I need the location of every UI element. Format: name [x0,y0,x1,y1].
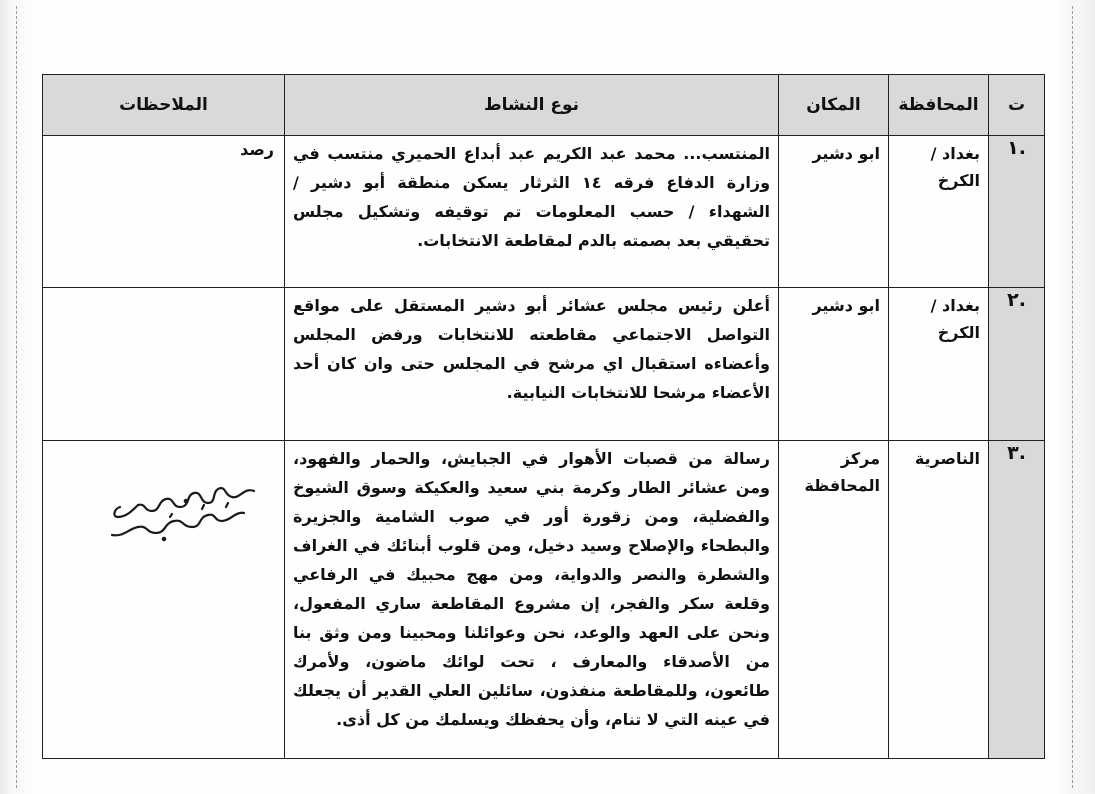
header-index: ت [989,75,1045,136]
header-activity: نوع النشاط [285,75,779,136]
row-activity: رسالة من قصبات الأهوار في الجبايش، والحمار والفهود، ومن عشائر الطار وكرمة بني سعيد والعكيكة وسوق الشيوخ والفضلية، ومن زقورة أور في صوب الشامية والجزيرة والبطحاء والإصلاح وسيد دخيل، ومن قلوب أبنائك في الغراف والشطرة والنصر والدواية، ومن مهج محبيك في الرفاعي وقلعة سكر والفجر، إن مشروع المقاطعة ساري المفعول، ونحن على العهد والوعد، نحن وعوائلنا ومحبينا ومن وثق بنا من الأصدقاء والمعارف ، تحت لوائك ماضون، ولأمرك طائعون، وللمقاطعة منفذون، سائلين العلي القدير أن يجعلك في عينه التي لا تنام، وأن يحفظك ويسلمك من كل أذى. [285,441,779,759]
table-row [43,288,1045,441]
table-row [43,136,1045,288]
row-index: .٢ [989,288,1045,441]
row-notes [43,288,285,441]
activity-table [42,74,1045,759]
row-activity: المنتسب... محمد عبد الكريم عبد أبداع الحميري منتسب في وزارة الدفاع فرقه ١٤ الثرثار يسكن منطقة أبو دشير / الشهداء / حسب المعلومات تم توقيفه وتشكيل مجلس تحقيقي بعد بصمته بالدم لمقاطعة الانتخابات. [285,136,779,288]
handwritten-signature [94,477,264,547]
header-governorate: المحافظة [889,75,989,136]
row-place: ابو دشير [779,136,889,288]
table-row [43,441,1045,759]
table-header-row [43,75,1045,136]
row-governorate: بغداد / الكرخ [889,136,989,288]
row-governorate: بغداد / الكرخ [889,288,989,441]
row-index: .٣ [989,441,1045,759]
row-notes [43,441,285,759]
page-border-left [16,6,17,788]
page-border-right [1072,6,1073,788]
row-place: مركز المحافظة [779,441,889,759]
row-notes: رصد [43,136,285,288]
header-notes: الملاحظات [43,75,285,136]
row-index: .١ [989,136,1045,288]
row-activity: أعلن رئيس مجلس عشائر أبو دشير المستقل على مواقع التواصل الاجتماعي مقاطعته للانتخابات ورفض المجلس وأعضاءه استقبال اي مرشح في المجلس حتى وان كان أحد الأعضاء مرشحا للانتخابات النيابية. [285,288,779,441]
row-place: ابو دشير [779,288,889,441]
header-place: المكان [779,75,889,136]
row-governorate: الناصرية [889,441,989,759]
